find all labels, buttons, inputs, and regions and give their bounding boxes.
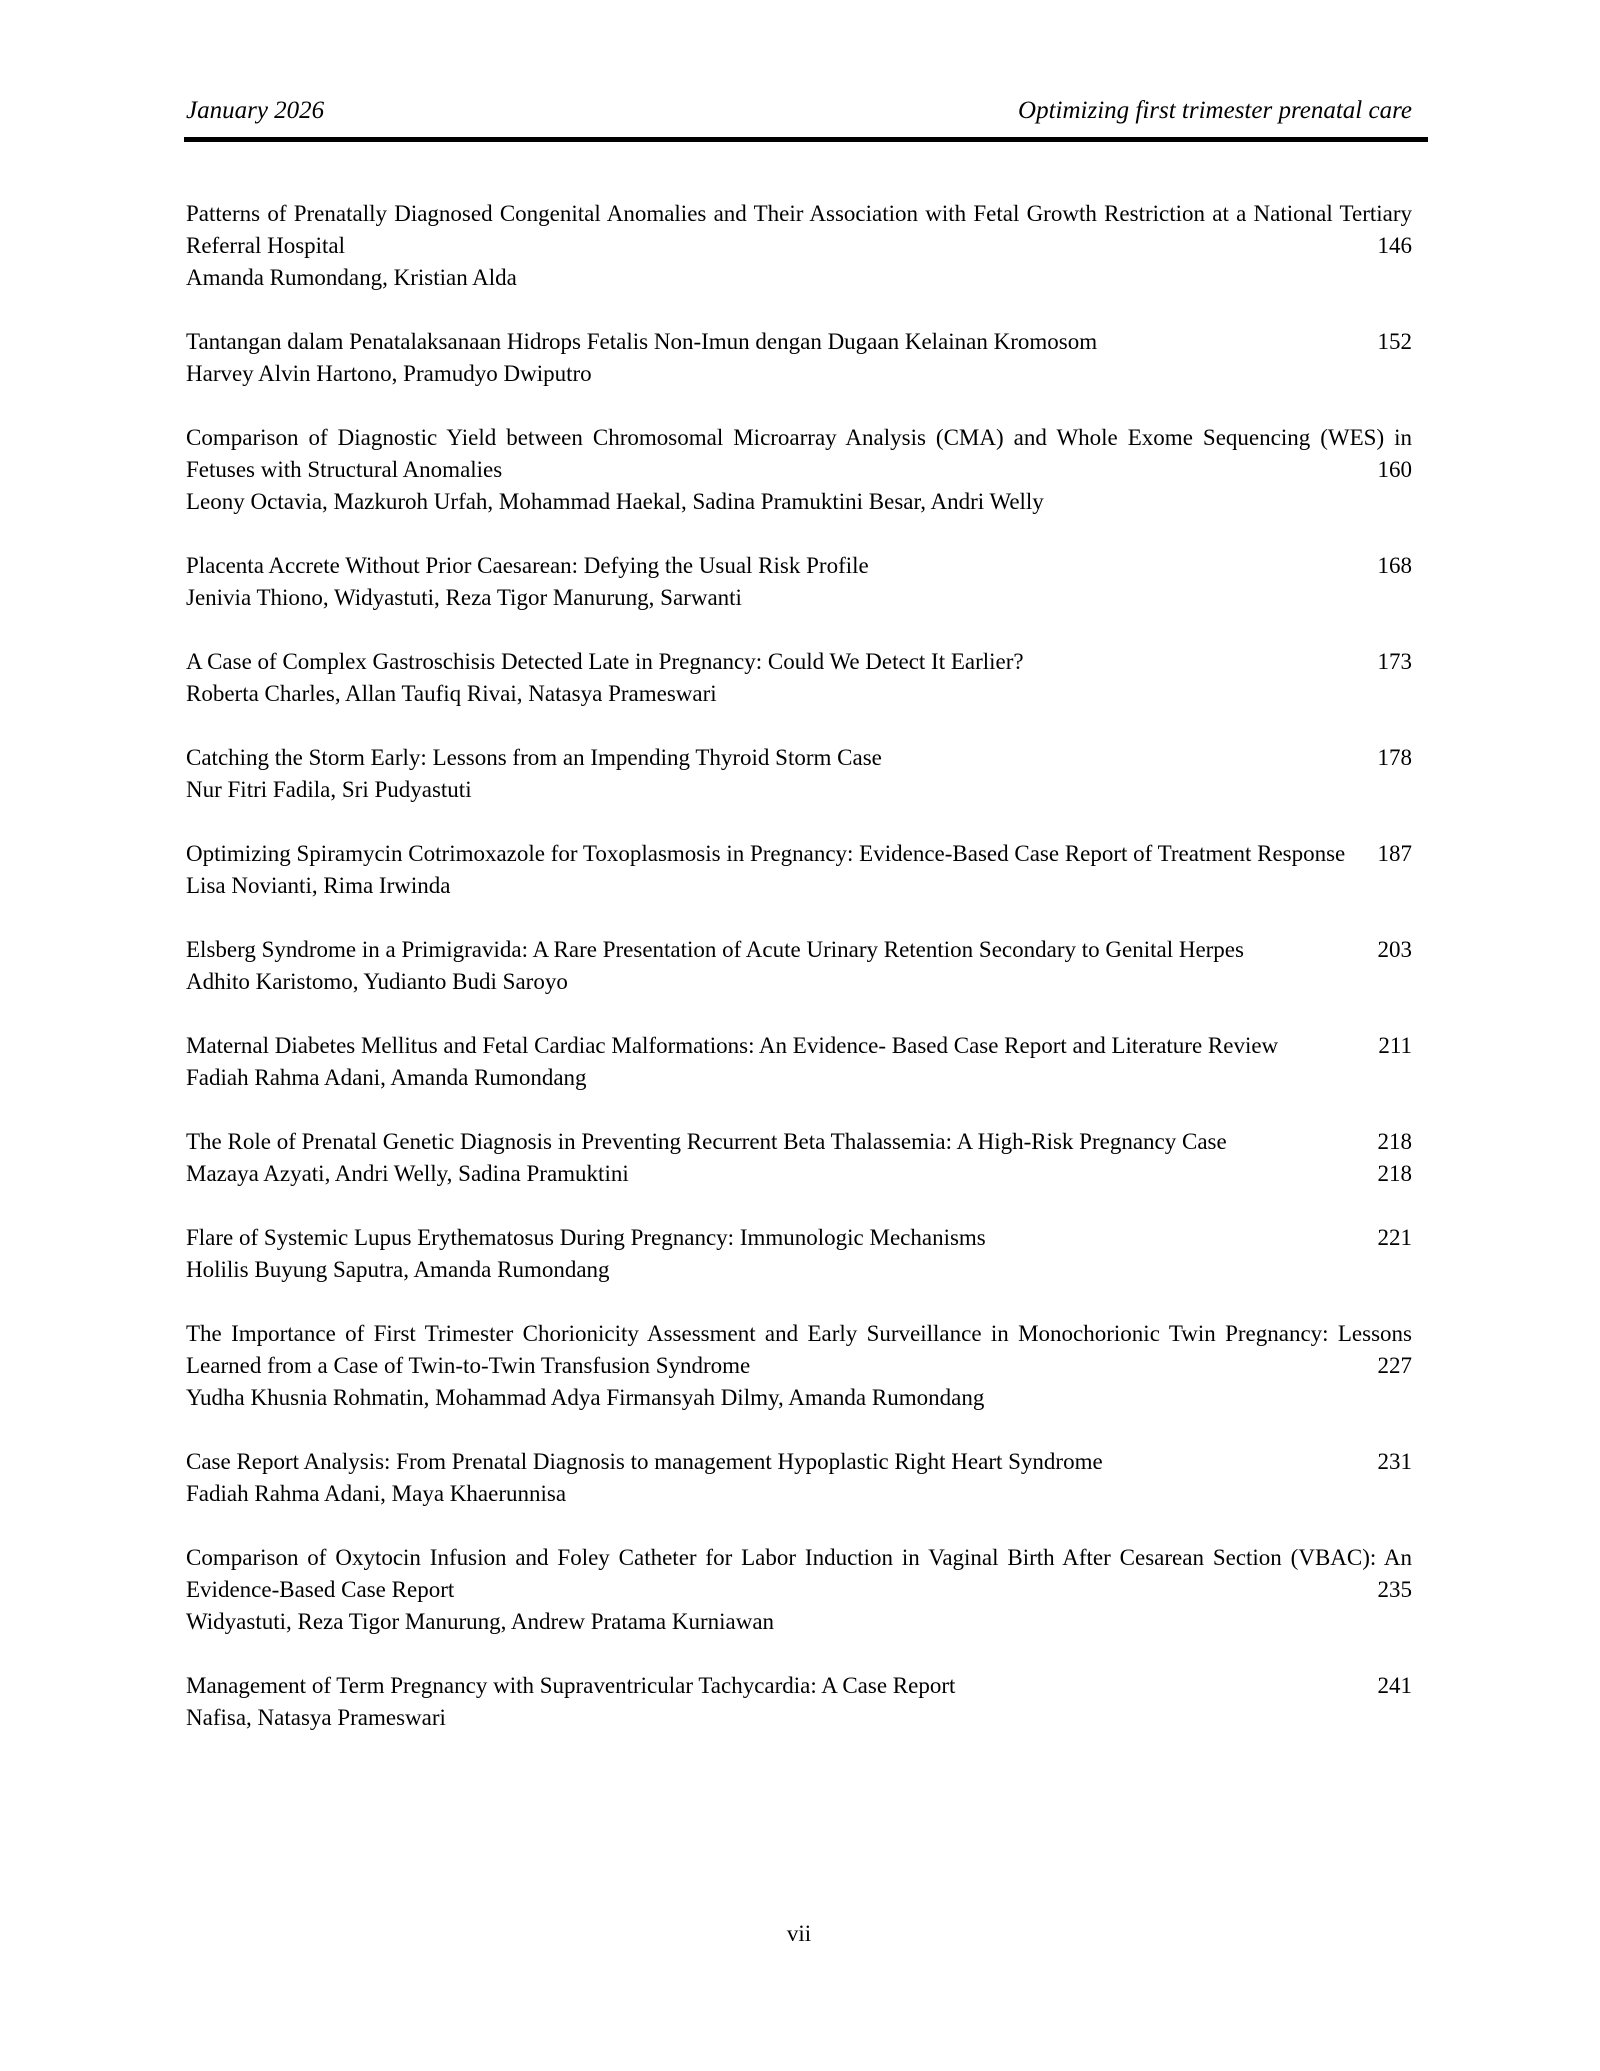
entry-title: The Role of Prenatal Genetic Diagnosis in Preventing Recurrent Beta Thalassemia: A High-Risk Pregnancy Case bbox=[186, 1129, 1227, 1154]
footer-page-number: vii bbox=[786, 1921, 812, 1946]
entry-title-line bbox=[186, 1670, 1412, 1702]
entry-title-line bbox=[186, 646, 1412, 678]
entry-authors-text: Jenivia Thiono, Widyastuti, Reza Tigor Manurung, Sarwanti bbox=[186, 585, 742, 610]
entry-page: 203 bbox=[1377, 937, 1412, 962]
entry-authors-line bbox=[186, 1062, 1412, 1094]
toc-entry bbox=[186, 198, 1412, 294]
toc-entry bbox=[186, 1318, 1412, 1414]
entry-authors-text: Lisa Novianti, Rima Irwinda bbox=[186, 873, 451, 898]
toc-entry bbox=[186, 1126, 1412, 1190]
toc-entry bbox=[186, 1222, 1412, 1286]
toc-entry bbox=[186, 422, 1412, 518]
entry-page: 235 bbox=[1377, 1577, 1412, 1602]
entry-authors-text: Adhito Karistomo, Yudianto Budi Saroyo bbox=[186, 969, 568, 994]
entry-page: 146 bbox=[1377, 233, 1412, 258]
entry-title: Maternal Diabetes Mellitus and Fetal Cardiac Malformations: An Evidence- Based Case Report and Literature Review bbox=[186, 1033, 1279, 1058]
entry-authors-line bbox=[186, 358, 1412, 390]
toc-entry bbox=[186, 646, 1412, 710]
toc-entry bbox=[186, 1030, 1412, 1094]
entry-authors-text: Holilis Buyung Saputra, Amanda Rumondang bbox=[186, 1257, 610, 1282]
entry-title: Placenta Accrete Without Prior Caesarean: Defying the Usual Risk Profile bbox=[186, 553, 869, 578]
entry-authors-text: Leony Octavia, Mazkuroh Urfah, Mohammad Haekal, Sadina Pramuktini Besar, Andri Welly bbox=[186, 489, 1044, 514]
entry-authors-text: Nafisa, Natasya Prameswari bbox=[186, 1705, 446, 1730]
entry-authors-line bbox=[186, 1254, 1412, 1286]
entry-title-line bbox=[186, 1222, 1412, 1254]
toc-entry bbox=[186, 742, 1412, 806]
entry-authors-line bbox=[186, 582, 1412, 614]
entry-authors-text: Yudha Khusnia Rohmatin, Mohammad Adya Firmansyah Dilmy, Amanda Rumondang bbox=[186, 1385, 985, 1410]
entry-authors-text: Harvey Alvin Hartono, Pramudyo Dwiputro bbox=[186, 361, 592, 386]
entry-title: Catching the Storm Early: Lessons from an Impending Thyroid Storm Case bbox=[186, 745, 882, 770]
entry-title: Patterns of Prenatally Diagnosed Congenital Anomalies and Their Association with Fetal Growth Restriction at a National Tertiary Referral Hospital bbox=[186, 201, 1412, 258]
toc-entry bbox=[186, 934, 1412, 998]
page-content bbox=[186, 0, 1412, 1766]
entry-authors-line bbox=[186, 262, 1412, 294]
entry-page: 160 bbox=[1377, 457, 1412, 482]
entry-authors-text: Nur Fitri Fadila, Sri Pudyastuti bbox=[186, 777, 472, 802]
entry-authors-page: 218 bbox=[1377, 1161, 1412, 1186]
entry-title: A Case of Complex Gastroschisis Detected Late in Pregnancy: Could We Detect It Earlier? bbox=[186, 649, 1024, 674]
entry-authors-text: Fadiah Rahma Adani, Maya Khaerunnisa bbox=[186, 1481, 567, 1506]
entry-authors-text: Amanda Rumondang, Kristian Alda bbox=[186, 265, 517, 290]
page-header bbox=[186, 0, 1412, 126]
page-footer bbox=[186, 1918, 1412, 1950]
entry-page: 173 bbox=[1377, 649, 1412, 674]
entry-title-line bbox=[186, 422, 1412, 486]
entry-title: Case Report Analysis: From Prenatal Diagnosis to management Hypoplastic Right Heart Syndrome bbox=[186, 1449, 1103, 1474]
toc-entry bbox=[186, 1670, 1412, 1734]
entry-title-line bbox=[186, 838, 1412, 870]
toc-list bbox=[186, 198, 1412, 1734]
entry-authors-line bbox=[186, 1158, 1412, 1190]
toc-entry bbox=[186, 326, 1412, 390]
entry-authors-line bbox=[186, 1606, 1412, 1638]
toc-entry bbox=[186, 838, 1412, 902]
entry-title-line bbox=[186, 326, 1412, 358]
entry-title-line bbox=[186, 1542, 1412, 1606]
entry-title-line bbox=[186, 1126, 1412, 1158]
entry-page: 218 bbox=[1377, 1129, 1412, 1154]
header-issue-date: January 2026 bbox=[186, 97, 325, 124]
entry-page: 152 bbox=[1377, 329, 1412, 354]
entry-authors-line bbox=[186, 966, 1412, 998]
entry-authors-text: Widyastuti, Reza Tigor Manurung, Andrew Pratama Kurniawan bbox=[186, 1609, 775, 1634]
entry-title-line bbox=[186, 550, 1412, 582]
entry-title-line bbox=[186, 742, 1412, 774]
entry-authors-text: Fadiah Rahma Adani, Amanda Rumondang bbox=[186, 1065, 587, 1090]
entry-title-line bbox=[186, 1030, 1412, 1062]
header-running-title: Optimizing first trimester prenatal care bbox=[1018, 97, 1412, 124]
entry-page: 211 bbox=[1378, 1033, 1412, 1058]
entry-page: 241 bbox=[1377, 1673, 1412, 1698]
entry-title: Management of Term Pregnancy with Supraventricular Tachycardia: A Case Report bbox=[186, 1673, 956, 1698]
entry-title: Comparison of Diagnostic Yield between Chromosomal Microarray Analysis (CMA) and Whole Exome Sequencing (WES) in Fetuses with Structural Anomalies bbox=[186, 425, 1412, 482]
entry-authors-text: Roberta Charles, Allan Taufiq Rivai, Natasya Prameswari bbox=[186, 681, 717, 706]
entry-title: The Importance of First Trimester Chorionicity Assessment and Early Surveillance in Monochorionic Twin Pregnancy: Lessons Learned from a Case of Twin-to-Twin Transfusion Syndrome bbox=[186, 1321, 1412, 1378]
entry-authors-line bbox=[186, 1478, 1412, 1510]
entry-title-line bbox=[186, 1318, 1412, 1382]
entry-title-line bbox=[186, 198, 1412, 262]
toc-entry bbox=[186, 550, 1412, 614]
toc-entry bbox=[186, 1542, 1412, 1638]
entry-page: 221 bbox=[1377, 1225, 1412, 1250]
entry-page: 187 bbox=[1377, 841, 1412, 866]
entry-title: Flare of Systemic Lupus Erythematosus During Pregnancy: Immunologic Mechanisms bbox=[186, 1225, 986, 1250]
entry-authors-line bbox=[186, 870, 1412, 902]
entry-title-line bbox=[186, 1446, 1412, 1478]
entry-authors-line bbox=[186, 774, 1412, 806]
entry-title: Optimizing Spiramycin Cotrimoxazole for Toxoplasmosis in Pregnancy: Evidence-Based Case Report of Treatment Response bbox=[186, 841, 1346, 866]
entry-title-line bbox=[186, 934, 1412, 966]
entry-title: Elsberg Syndrome in a Primigravida: A Rare Presentation of Acute Urinary Retention Secondary to Genital Herpes bbox=[186, 937, 1244, 962]
entry-authors-line bbox=[186, 1702, 1412, 1734]
entry-authors-line bbox=[186, 486, 1412, 518]
entry-page: 168 bbox=[1377, 553, 1412, 578]
entry-page: 227 bbox=[1377, 1353, 1412, 1378]
entry-authors-line bbox=[186, 1382, 1412, 1414]
toc-entry bbox=[186, 1446, 1412, 1510]
header-rule bbox=[184, 137, 1428, 142]
entry-page: 231 bbox=[1377, 1449, 1412, 1474]
entry-page: 178 bbox=[1377, 745, 1412, 770]
entry-authors-text: Mazaya Azyati, Andri Welly, Sadina Pramuktini bbox=[186, 1161, 629, 1186]
entry-authors-line bbox=[186, 678, 1412, 710]
entry-title: Tantangan dalam Penatalaksanaan Hidrops Fetalis Non-Imun dengan Dugaan Kelainan Kromosom bbox=[186, 329, 1098, 354]
entry-title: Comparison of Oxytocin Infusion and Foley Catheter for Labor Induction in Vaginal Birth After Cesarean Section (VBAC): An Evidence-Based Case Report bbox=[186, 1545, 1412, 1602]
